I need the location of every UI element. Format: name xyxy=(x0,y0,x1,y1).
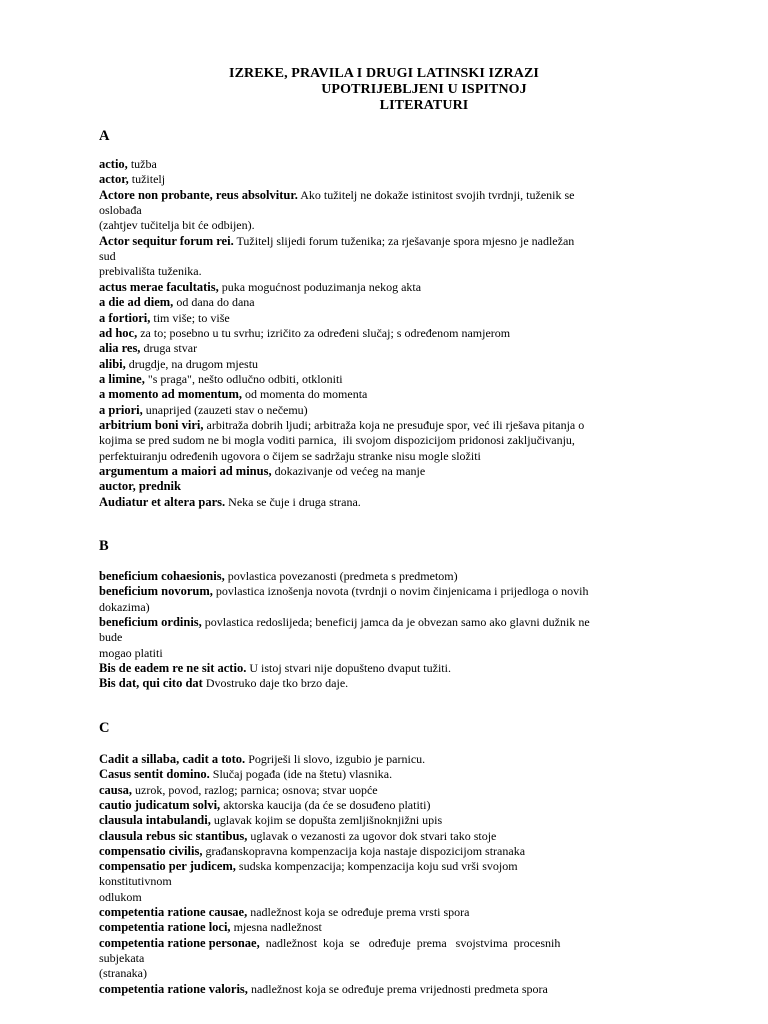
entry-continuation-line xyxy=(99,264,679,279)
entry-term: Audiatur et altera pars. xyxy=(99,494,226,509)
entry-definition: tužba xyxy=(127,157,157,171)
entry-continuation-line xyxy=(99,218,679,233)
entry-definition: sud xyxy=(99,249,116,264)
entry-term: actio, xyxy=(99,157,128,171)
entry-definition: povlastica povezanosti (predmeta s predmetom) xyxy=(224,569,458,583)
entry-term: cautio judicatum solvi, xyxy=(99,797,221,812)
entry-continuation-line xyxy=(99,433,679,448)
entry-term: Actor sequitur forum rei. xyxy=(99,233,234,248)
entry-line xyxy=(99,859,679,874)
entry-definition: tužitelj xyxy=(128,172,166,187)
entry-line xyxy=(99,341,679,356)
entry-line xyxy=(99,767,679,782)
entry-term: actus merae facultatis, xyxy=(99,279,219,294)
entry-term: competentia ratione personae, xyxy=(99,935,260,950)
document-title-line-2: UPOTRIJEBLJENI U ISPITNOJ xyxy=(321,82,527,97)
entry-line xyxy=(99,403,679,418)
entry-line xyxy=(99,936,679,951)
entry-definition: uglavak kojim se dopušta zemljišnoknjižni upis xyxy=(210,813,443,828)
entry-line xyxy=(99,387,679,402)
entry-line xyxy=(99,905,679,920)
entry-line xyxy=(99,326,679,341)
entry-continuation-line xyxy=(99,874,679,889)
entry-term: compensatio per judicem, xyxy=(99,859,236,874)
entry-term: Bis dat, qui cito dat xyxy=(99,676,203,691)
entry-term: Casus sentit domino. xyxy=(99,767,210,782)
entry-definition: oslobađa xyxy=(99,203,142,218)
entry-term: clausula rebus sic stantibus, xyxy=(99,828,248,843)
entry-definition: nadležnost koja se određuje prema svojstvima procesnih xyxy=(259,935,561,950)
entry-continuation-line xyxy=(99,966,679,981)
entry-term: competentia ratione valoris, xyxy=(99,981,248,996)
entry-definition: subjekata xyxy=(99,950,145,965)
entry-definition: mogao platiti xyxy=(99,645,163,660)
entry-definition: Tužitelj slijedi forum tuženika; za rješavanje spora mjesno je nadležan xyxy=(233,233,575,248)
entry-continuation-line xyxy=(99,951,679,966)
entry-definition: dokazima) xyxy=(99,599,150,614)
entry-line xyxy=(99,188,679,203)
entry-definition: Pogriješi li slovo, izgubio je parnicu. xyxy=(245,752,426,766)
entry-line xyxy=(99,357,679,372)
entry-definition: unaprijed (zauzeti stav o nečemu) xyxy=(142,402,308,417)
entry-definition: Slučaj pogađa (ide na štetu) vlasnika. xyxy=(209,767,393,782)
entry-term: beneficium ordinis, xyxy=(99,614,202,629)
entry-term: beneficium novorum, xyxy=(99,584,213,599)
entry-definition: druga stvar xyxy=(140,341,198,356)
entry-line xyxy=(99,844,679,859)
section-heading-a: A xyxy=(99,128,110,144)
entry-line xyxy=(99,569,679,584)
document-title-line-3: LITERATURI xyxy=(379,98,469,113)
entry-definition: aktorska kaucija (da će se dosuđeno platiti) xyxy=(220,797,431,812)
entry-line xyxy=(99,615,679,630)
entry-definition: Ako tužitelj ne dokaže istinitost svojih tvrdnji, tuženik se xyxy=(297,187,575,202)
entry-term: ad hoc, xyxy=(99,325,138,340)
entry-definition: povlastica redoslijeda; beneficij jamca da je obvezan samo ako glavni dužnik ne xyxy=(201,614,590,629)
entry-term: Bis de eadem re ne sit actio. xyxy=(99,660,247,675)
entry-line xyxy=(99,157,679,172)
entry-term: arbitrium boni viri, xyxy=(99,417,204,432)
entry-definition: U istoj stvari nije dopušteno dvaput tužiti. xyxy=(246,660,451,675)
entry-term: competentia ratione loci, xyxy=(99,920,231,935)
entry-definition: (stranaka) xyxy=(99,966,147,981)
entry-line xyxy=(99,295,679,310)
entry-line xyxy=(99,372,679,387)
entry-line xyxy=(99,661,679,676)
entry-line xyxy=(99,234,679,249)
entry-term: argumentum a maiori ad minus, xyxy=(99,464,272,478)
entry-line xyxy=(99,479,679,494)
entry-definition: tim više; to više xyxy=(150,310,230,325)
entry-term: Cadit a sillaba, cadit a toto. xyxy=(99,752,246,766)
entry-term: beneficium cohaesionis, xyxy=(99,569,225,583)
entry-term: a momento ad momentum, xyxy=(99,387,243,402)
entry-term: a fortiori, xyxy=(99,310,151,325)
entry-continuation-line xyxy=(99,890,679,905)
entry-definition: sudska kompenzacija; kompenzacija koju sud vrši svojom xyxy=(235,859,518,874)
entry-definition: (zahtjev tučitelja bit će odbijen). xyxy=(99,218,255,233)
entry-line xyxy=(99,676,679,691)
entry-definition: uglavak o vezanosti za ugovor dok stvari tako stoje xyxy=(247,828,497,843)
entry-term: clausula intabulandi, xyxy=(99,813,211,828)
entry-line xyxy=(99,495,679,510)
entry-continuation-line xyxy=(99,249,679,264)
entry-term: a limine, xyxy=(99,371,145,386)
entry-line xyxy=(99,418,679,433)
entry-line xyxy=(99,982,679,997)
entry-definition: arbitraža dobrih ljudi; arbitraža koja ne presuđuje spor, već ili rješava pitanja o xyxy=(203,417,585,432)
entry-definition: kojima se pred sudom ne bi mogla voditi parnica, ili svojom dispozicijom pridonosi zaključivanju, xyxy=(99,433,575,448)
entry-term: causa, xyxy=(99,782,132,797)
entry-line xyxy=(99,464,679,479)
entry-definition: Dvostruko daje tko brzo daje. xyxy=(202,676,349,691)
entry-line xyxy=(99,813,679,828)
entry-line xyxy=(99,920,679,935)
entry-definition: uzrok, povod, razlog; parnica; osnova; stvar uopće xyxy=(132,782,378,797)
entry-term: Actore non probante, reus absolvitur. xyxy=(99,187,298,202)
entry-term: a die ad diem, xyxy=(99,295,174,310)
entry-definition: perfektuiranju određenih ugovora o čijem se sadržaju stranke nisu mogle složiti xyxy=(99,448,481,463)
entry-definition: puka mogućnost poduzimanja nekog akta xyxy=(218,279,422,294)
entry-term: alibi, xyxy=(99,356,126,371)
entry-definition: dokazivanje od većeg na manje xyxy=(271,464,426,478)
entry-definition: nadležnost koja se određuje prema vrsti spora xyxy=(247,905,470,919)
entry-line xyxy=(99,829,679,844)
entry-line xyxy=(99,798,679,813)
entry-definition: od momenta do momenta xyxy=(242,387,368,402)
entry-definition: od dana do dana xyxy=(173,295,255,310)
entry-term: competentia ratione causae, xyxy=(99,905,248,919)
entry-definition: "s praga", nešto odlučno odbiti, otkloniti xyxy=(144,371,343,386)
entry-definition: konstitutivnom xyxy=(99,874,172,889)
entry-line xyxy=(99,280,679,295)
document-title-line-1: IZREKE, PRAVILA I DRUGI LATINSKI IZRAZI xyxy=(229,66,539,81)
entry-term: compensatio civilis, xyxy=(99,843,203,858)
entry-line xyxy=(99,172,679,187)
entry-definition: drugdje, na drugom mjestu xyxy=(125,356,259,371)
entry-definition: prebivališta tuženika. xyxy=(99,264,202,279)
entry-term: auctor, prednik xyxy=(99,479,181,494)
entry-term: actor, xyxy=(99,172,129,187)
entry-term: a priori, xyxy=(99,402,143,417)
entry-line xyxy=(99,584,679,599)
section-heading-b: B xyxy=(99,538,109,554)
section-heading-c: C xyxy=(99,720,110,736)
entry-definition: nadležnost koja se određuje prema vrijednosti predmeta spora xyxy=(247,981,548,996)
entry-definition: Neka se čuje i druga strana. xyxy=(225,494,361,509)
entry-continuation-line xyxy=(99,646,679,661)
entry-definition: građanskopravna kompenzacija koja nastaje dispozicijom stranaka xyxy=(202,843,526,858)
entry-continuation-line xyxy=(99,600,679,615)
entry-continuation-line xyxy=(99,449,679,464)
entry-definition: bude xyxy=(99,630,123,645)
entry-term: alia res, xyxy=(99,341,141,356)
entry-definition: za to; posebno u tu svrhu; izričito za određeni slučaj; s određenom namjerom xyxy=(137,325,511,340)
entry-continuation-line xyxy=(99,630,679,645)
entry-line xyxy=(99,783,679,798)
entry-line xyxy=(99,752,679,767)
entry-definition: odlukom xyxy=(99,889,142,904)
entry-definition: mjesna nadležnost xyxy=(230,920,322,935)
entry-definition: povlastica iznošenja novota (tvrdnji o novim činjenicama i prijedloga o novih xyxy=(212,584,589,599)
entry-continuation-line xyxy=(99,203,679,218)
entry-line xyxy=(99,311,679,326)
